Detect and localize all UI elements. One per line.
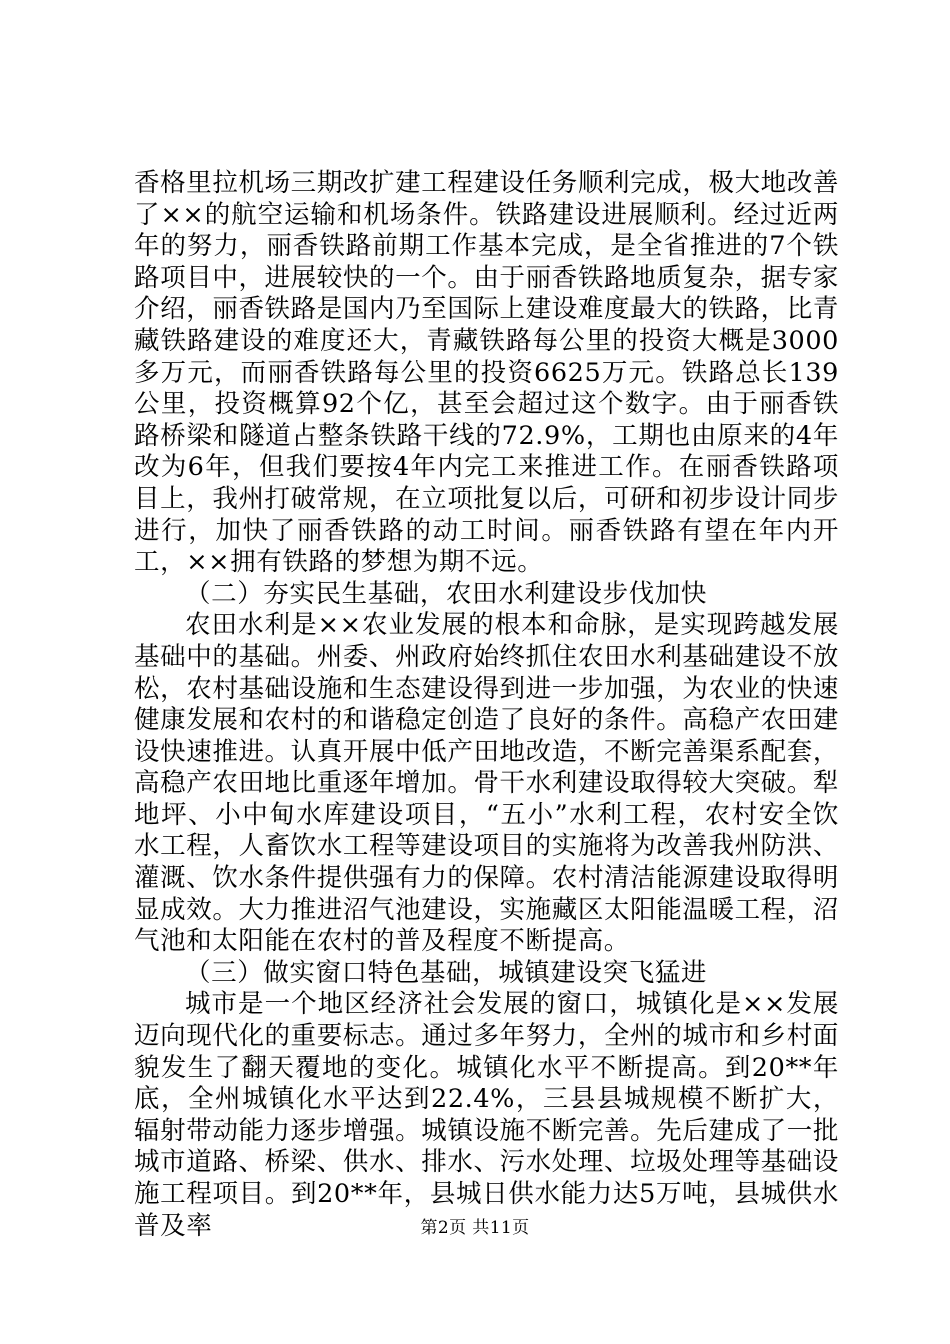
page-number: 第2页 共11页 (420, 1218, 530, 1238)
body-text (134, 168, 839, 1242)
section-heading-farmland: （二）夯实民生基础，农田水利建设步伐加快 (185, 578, 708, 609)
paragraph-farmland: 农田水利是××农业发展的根本和命脉，是实现跨越发展基础中的基础。州委、州政府始终抓住农田水利基础建设不放松，农村基础设施和生态建设得到进一步加强，为农业的快速健康发展和农村的和谐稳定创造了良好的条件。高稳产农田建设快速推进。认真开展中低产田地改造，不断完善渠系配套，高稳产农田地比重逐年增加。骨干水利建设取得较大突破。犁地坪、小中甸水库建设项目，“五小”水利工程，农村安全饮水工程，人畜饮水工程等建设项目的实施将为改善我州防洪、灌溉、饮水条件提供强有力的保障。农村清洁能源建设取得明显成效。大力推进沼气池建设，实施藏区太阳能温暖工程，沼气池和太阳能在农村的普及程度不断提高。 (134, 610, 839, 957)
paragraph-urban: 城市是一个地区经济社会发展的窗口，城镇化是××发展迈向现代化的重要标志。通过多年努力，全州的城市和乡村面貌发生了翻天覆地的变化。城镇化水平不断提高。到20**年底，全州城镇化水平达到22.4%，三县县城规模不断扩大，辐射带动能力逐步增强。城镇设施不断完善。先后建成了一批城市道路、桥梁、供水、排水、污水处理、垃圾处理等基础设施工程项目。到20**年，县城日供水能力达5万吨，县城供水普及率 (134, 989, 839, 1241)
section-heading-urban: （三）做实窗口特色基础，城镇建设突飞猛进 (185, 957, 708, 988)
paragraph-railway: 香格里拉机场三期改扩建工程建设任务顺利完成，极大地改善了××的航空运输和机场条件。铁路建设进展顺利。经过近两年的努力，丽香铁路前期工作基本完成，是全省推进的7个铁路项目中，进展较快的一个。由于丽香铁路地质复杂，据专家介绍，丽香铁路是国内乃至国际上建设难度最大的铁路，比青藏铁路建设的难度还大，青藏铁路每公里的投资大概是3000多万元，而丽香铁路每公里的投资6625万元。铁路总长139公里，投资概算92个亿，甚至会超过这个数字。由于丽香铁路桥梁和隧道占整条铁路干线的72.9%，工期也由原来的4年改为6年，但我们要按4年内完工来推进工作。在丽香铁路项目上，我州打破常规，在立项批复以后，可研和初步设计同步进行，加快了丽香铁路的动工时间。丽香铁路有望在年内开工，××拥有铁路的梦想为期不远。 (134, 168, 839, 578)
